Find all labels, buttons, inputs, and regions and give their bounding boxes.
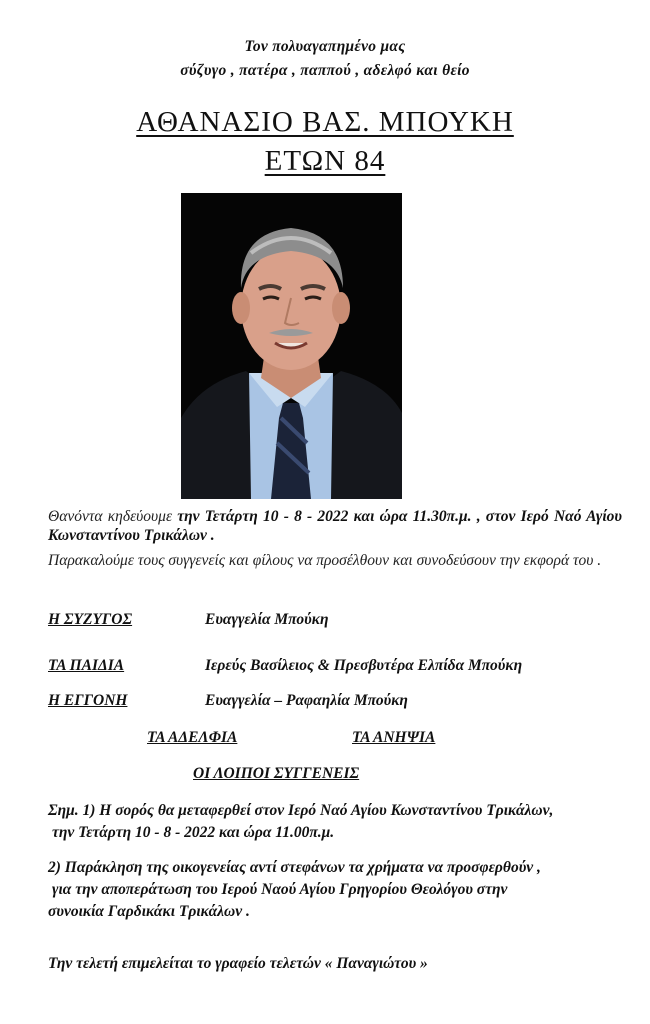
nephews-label: ΤΑ ΑΝΗΨΙΑ [352,729,436,746]
announcement-lead: Θανόντα κηδεύουμε [48,508,178,525]
deceased-age [0,145,650,178]
wife-name: Ευαγγελία Μπούκη [205,611,329,628]
portrait-photo [181,193,402,499]
wife-label: Η ΣΥΖΥΓΟΣ [48,611,133,628]
note-2-line-1: 2) Παράκληση της οικογενείας αντί στεφάνων τα χρήματα να προσφερθούν , [48,859,541,876]
granddaughter-label: Η ΕΓΓΟΝΗ [48,692,128,709]
announcement-details: την Τετάρτη 10 - 8 - 2022 και ώρα 11.30π.μ. , στον Ιερό Ναό Αγίου Κωνσταντίνου Τρικάλων . [48,508,622,544]
granddaughter-name: Ευαγγελία – Ραφαηλία Μπούκη [205,692,408,709]
deceased-name-text: ΑΘΑΝΑΣΙΟ ΒΑΣ. ΜΠΟΥΚΗ [136,106,514,138]
note-2-line-2: για την αποπεράτωση του Ιερού Ναού Αγίου Γρηγορίου Θεολόγου στην [52,881,508,898]
deceased-name [0,106,650,139]
deceased-age-text: ΕΤΩΝ 84 [264,145,386,177]
note-1-line-1: Σημ. 1) Η σορός θα μεταφερθεί στον Ιερό Ναό Αγίου Κωνσταντίνου Τρικάλων, [48,802,554,819]
siblings-label: ΤΑ ΑΔΕΛΦΙΑ [147,729,238,746]
relatives-label: ΟΙ ΛΟΙΠΟΙ ΣΥΓΓΕΝΕΙΣ [193,765,360,782]
portrait-illustration [181,193,402,499]
children-label: ΤΑ ΠΑΙΔΙΑ [48,657,125,674]
intro-line-1: Τον πολυαγαπημένο μας [244,38,406,55]
note-2-line-3: συνοικία Γαρδικάκι Τρικάλων . [48,903,250,920]
footer-funeral-home: Την τελετή επιμελείται το γραφείο τελετών « Παναγιώτου » [48,955,428,972]
children-names: Ιερεύς Βασίλειος & Πρεσβυτέρα Ελπίδα Μπούκη [205,657,523,674]
announcement-request: Παρακαλούμε τους συγγενείς και φίλους να προσέλθουν και συνοδεύσουν την εκφορά του . [48,552,602,569]
note-1-line-2: την Τετάρτη 10 - 8 - 2022 και ώρα 11.00π.μ. [52,824,335,841]
announcement-paragraph [48,507,622,545]
intro-line-2: σύζυγο , πατέρα , παππού , αδελφό και θείο [180,62,470,79]
